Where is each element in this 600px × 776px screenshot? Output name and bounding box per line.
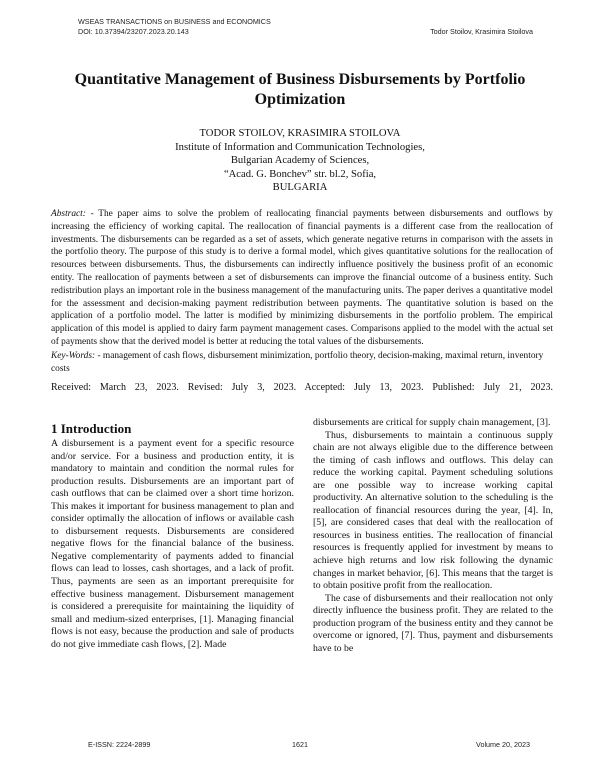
affiliation-line: BULGARIA [272, 182, 328, 194]
footer-volume: Volume 20, 2023 [476, 740, 530, 749]
affiliation-line: “Acad. G. Bonchev” str. bl.2, Sofia, [223, 168, 377, 180]
paragraph: A disbursement is a payment event for a specific resource and/or service. For a business and production entity, it is mandatory to maintain and condition the normal rules for production results. Disbursements are an important part of cash outflows that can be claimed over a short time horizon. This makes it important for business management to plan and consider optimally the allocation of inflows or available cash to disbursement requests. Disbursements are considered negative flows for the financial balance of the business. Negative complementarity of payments added to financial flows can lead to losses, cash shortages, and a lack of profit. Thus, payments are seen as an important prerequisite for effective business management. Disbursement management is considered a prerequisite for maintaining the liquidity of small and medium-sized enterprises, [1]. Managing financial flows is not easy, because the production and sale of products do not give immediate cash flows, [2]. Made [51, 438, 294, 650]
running-header [78, 17, 271, 36]
author-names: TODOR STOILOV, KRASIMIRA STOILOVA [199, 128, 401, 139]
keywords-label: Key-Words: [51, 351, 96, 361]
journal-name: WSEAS TRANSACTIONS on BUSINESS and ECONOMICS [78, 17, 271, 26]
abstract [51, 208, 553, 349]
right-column [313, 417, 553, 655]
abstract-label: Abstract: [51, 209, 86, 219]
paper-title: Quantitative Management of Business Disbursements by Portfolio Optimization [74, 71, 526, 108]
running-authors: Todor Stoilov, Krasimira Stoilova [430, 27, 533, 36]
keywords-text: - management of cash flows, disbursement minimization, portfolio theory, decision-making, maximal return, inventory costs [51, 351, 544, 374]
paragraph: disbursements are critical for supply chain management, [3]. [313, 417, 551, 428]
abstract-text: - The paper aims to solve the problem of reallocating financial payments between disbursements and outflows by increasing the efficiency of working capital. The reallocation of financial payments is a different case from the reallocation of investments. The disbursements can be regarded as a set of assets, which generate negative returns in comparison with the assets in the portfolio theory. The purpose of this study is to derive a formal model, which gives quantitative solutions for the reallocation of resources between disbursements. Thus, the disbursements can indirectly influence positively the business profit of an economic entity. The reallocation of payments between a set of disbursements can improve the financial outcome of a business entity. Such redistribution plays an important role in the business management of the manufacturing units. The paper derives a quantitative model for the assessment and decision-making payment redistribution between payments. The quantitative solution is based on the application of a portfolio model. The latter is modified by minimizing disbursements in the portfolio problem. The empirical application of this model is applied to dairy farm payment management cases. Comparisons applied to the model with the actual set of payments show that the derived model is better at reducing the total values of the disbursements. [51, 209, 553, 347]
keywords [51, 350, 553, 376]
author-block [100, 127, 500, 195]
footer-page-number: 1621 [292, 740, 308, 749]
paragraph: The case of disbursements and their reallocation not only directly influence the business profit. They are related to the production program of the business entity and they cannot be overcome or ignored, [7]. Thus, payment and disbursements have to be [313, 592, 553, 654]
section-heading: 1 Introduction [51, 421, 132, 436]
affiliation-line: Bulgarian Academy of Sciences, [230, 155, 370, 167]
left-column [51, 421, 294, 651]
affiliation-line: Institute of Information and Communication Technologies, [175, 141, 425, 153]
paragraph: Thus, disbursements to maintain a continuous supply chain are not always eligible due to the difference between the timing of cash inflows and outflows. This delay can reduce the working capital. Payment scheduling solutions are one possible way to increase working capital productivity. An alternative solution to the scheduling is the reallocation of financial resources during the year, [4]. In, [5], are considered cases that deal with the reallocation of resources in business entities. The reallocation of financial resources is frequently applied for investment by means to achieve high returns and low risk following the dynamic changes in market behavior, [6]. This means that the target is to obtain positive profit from the reallocation. [313, 429, 553, 592]
submission-dates: Received: March 23, 2023. Revised: July 3, 2023. Accepted: July 13, 2023. Published: July 21, 2023. [51, 382, 553, 393]
footer-issn: E-ISSN: 2224-2899 [88, 740, 151, 749]
doi: DOI: 10.37394/23207.2023.20.143 [78, 26, 189, 36]
